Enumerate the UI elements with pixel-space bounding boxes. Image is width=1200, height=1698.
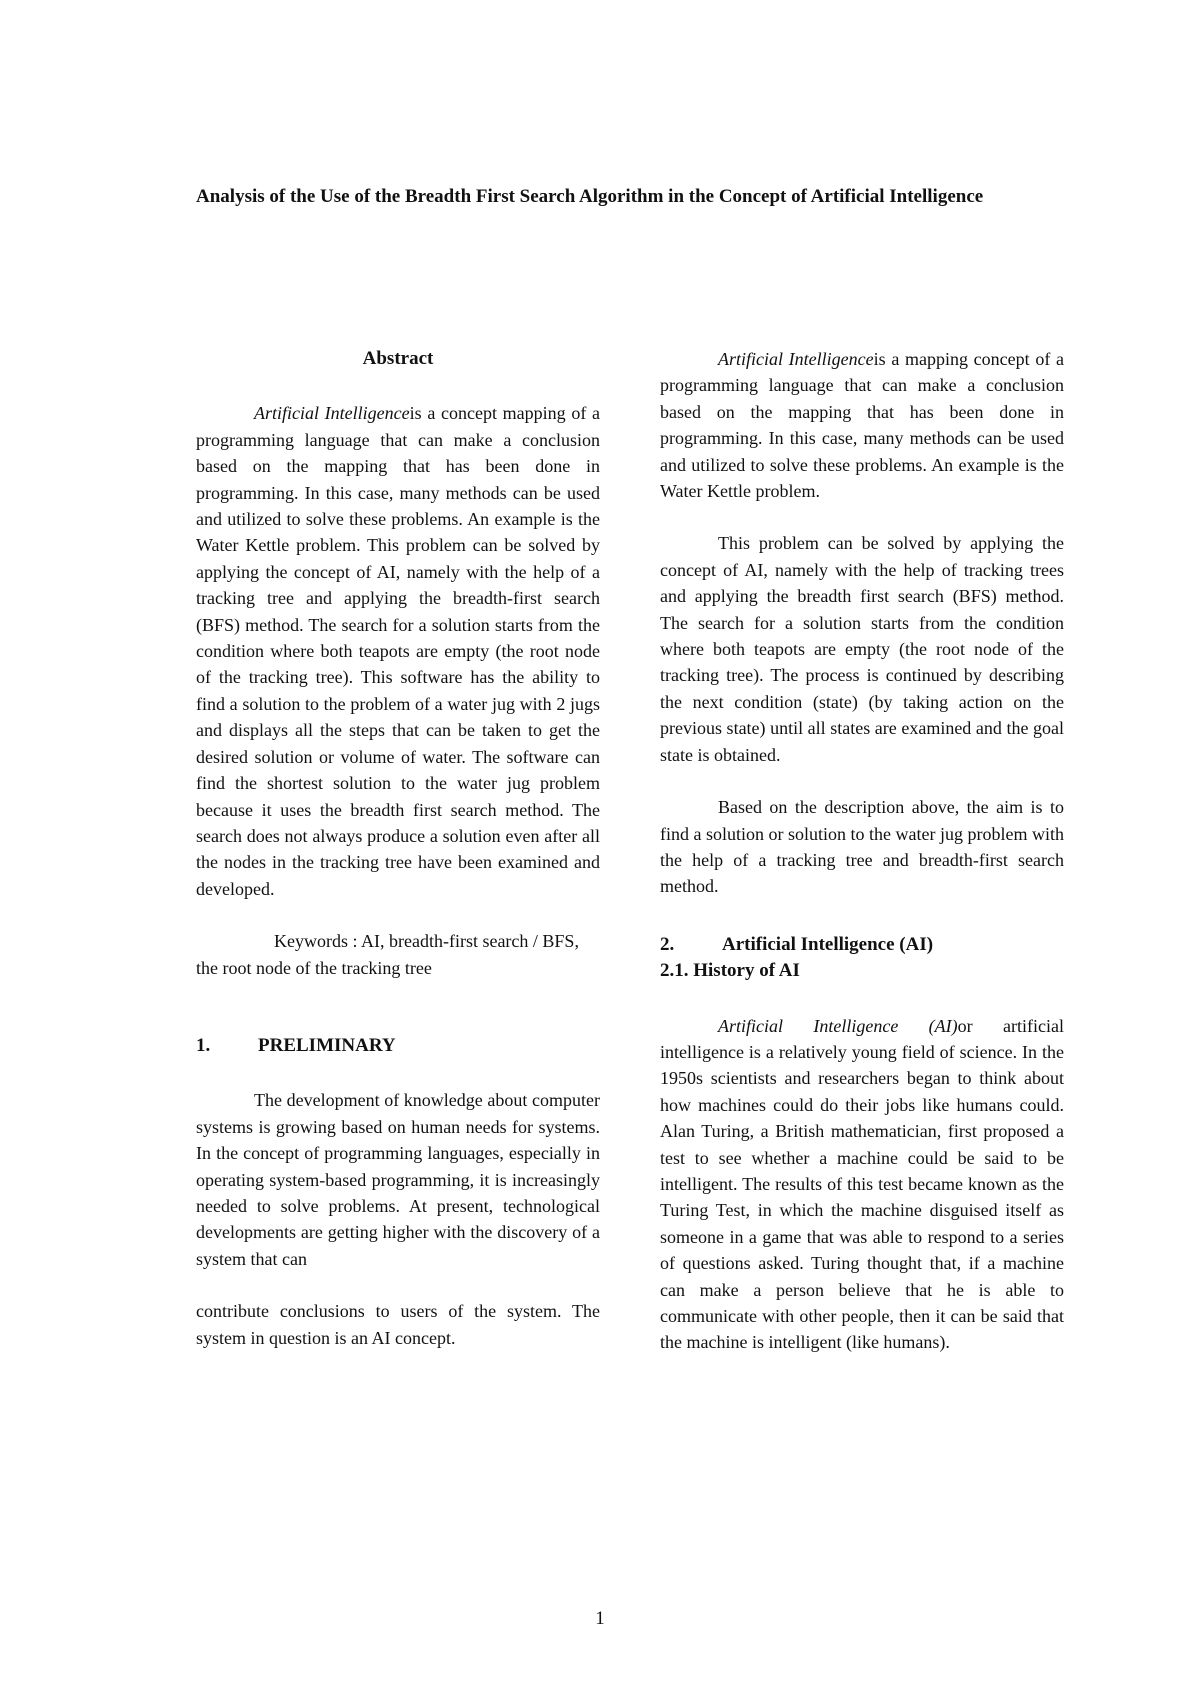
section-1-continuation: contribute conclusions to users of the system. The system in question is an AI concept. bbox=[196, 1301, 600, 1348]
history-text: or artificial intelligence is a relatively young field of science. In the 1950s scientists and researchers began to think about how machines could do their jobs like humans could. Alan Turing, a British mathematician, first proposed a test to see whether a machine could be said to be intelligent. The results of this test became known as the Turing Test, in which the machine disguised itself as someone in a game that was able to respond to a series of questions asked. Turing thought that, if a machine can make a person believe that he is able to communicate with other people, then it can be said that the machine is intelligent (like humans). bbox=[660, 1015, 1064, 1353]
abstract-text: is a concept mapping of a programming language that can make a conclusion based on the mapping that has been done in programming. In this case, many methods can be used and utilized to solve these problems. An example is the Water Kettle problem. This problem can be solved by applying the concept of AI, namely with the help of a tracking tree and applying the breadth-first search (BFS) method. The search for a solution starts from the condition where both teapots are empty (the root node of the tracking tree). This software has the ability to find a solution to the problem of a water jug with 2 jugs and displays all the steps that can be taken to get the desired solution or volume of water. The software can find the shortest solution to the water jug problem because it uses the breadth first search method. The search does not always produce a solution even after all the nodes in the tracking tree have been examined and developed. bbox=[196, 403, 600, 899]
section-2-number: 2. bbox=[660, 933, 675, 955]
bfs-paragraph: This problem can be solved by applying the concept of AI, namely with the help of tracking trees and applying the breadth first search (BFS) method. The search for a solution starts from the condition where both teapots are empty (the root node of the tracking tree). The process is continued by describing the next condition (state) (by taking action on the previous state) until all states are examined and the goal state is obtained. bbox=[660, 533, 1064, 765]
abstract-paragraph bbox=[196, 400, 600, 902]
section-2-title: Artificial Intelligence (AI) bbox=[722, 933, 934, 955]
section-1-title: PRELIMINARY bbox=[258, 1034, 396, 1056]
aim-paragraph: Based on the description above, the aim is to find a solution or solution to the water jug problem with the help of a tracking tree and breadth-first search method. bbox=[660, 797, 1064, 897]
abstract-term: Artificial Intelligence bbox=[254, 403, 410, 424]
intro-term: Artificial Intelligence bbox=[718, 349, 874, 369]
section-1-paragraph: The development of knowledge about computer systems is growing based on human needs for systems. In the concept of programming languages, especially in operating system-based programming, it is increasingly needed to solve problems. At present, technological developments are getting higher with the discovery of a system that can bbox=[196, 1090, 600, 1269]
intro-text: is a mapping concept of a programming language that can make a conclusion based on the mapping that has been done in programming. In this case, many methods can be used and utilized to solve these problems. An example is the Water Kettle problem. bbox=[660, 349, 1064, 502]
intro-paragraph bbox=[660, 346, 1064, 504]
keywords: Keywords : AI, breadth-first search / BFS, the root node of the tracking tree bbox=[196, 931, 579, 978]
section-1-number: 1. bbox=[196, 1034, 211, 1056]
section-1-heading bbox=[196, 1033, 600, 1059]
left-column bbox=[196, 346, 600, 1351]
section-2-heading bbox=[660, 932, 1064, 958]
abstract-heading: Abstract bbox=[362, 348, 434, 369]
right-column bbox=[660, 346, 1064, 1356]
subsection-2-1-heading: 2.1. History of AI bbox=[660, 960, 800, 982]
history-paragraph bbox=[660, 1013, 1064, 1356]
page-number: 1 bbox=[595, 1608, 605, 1629]
paper-title: Analysis of the Use of the Breadth First Search Algorithm in the Concept of Artificial Intelligence bbox=[196, 186, 984, 207]
history-term: Artificial Intelligence (AI) bbox=[718, 1015, 958, 1036]
